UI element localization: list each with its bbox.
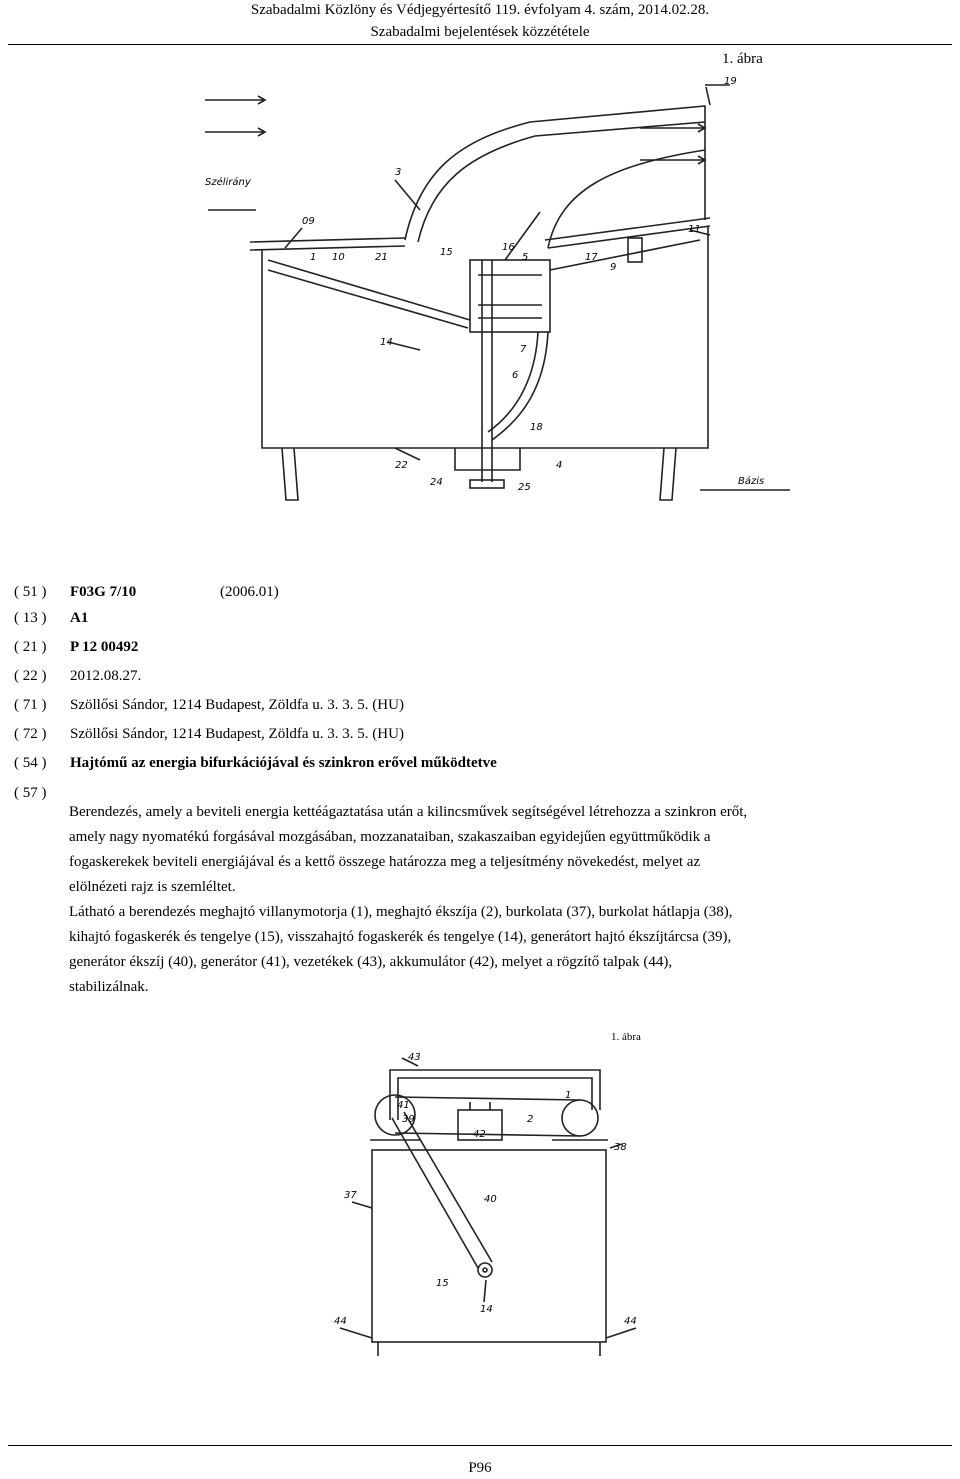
- abstract-line: stabilizálnak.: [69, 979, 149, 995]
- ipc-class: F03G 7/10: [70, 584, 137, 600]
- part-label-14: 14: [480, 1304, 493, 1315]
- part-label-09: 09: [302, 216, 315, 227]
- figure-2-caption: 1. ábra: [611, 1031, 641, 1043]
- inid-code: ( 51 ): [14, 584, 47, 600]
- figure-2-drawing: [0, 1040, 960, 1360]
- part-label-42: 42: [473, 1129, 486, 1140]
- part-label-3: 3: [395, 167, 402, 178]
- base-label: Bázis: [738, 476, 765, 487]
- part-label-40: 40: [484, 1194, 497, 1205]
- part-label-19: 19: [724, 76, 737, 87]
- abstract-text: [69, 800, 909, 1000]
- part-label-37: 37: [344, 1190, 357, 1201]
- part-label-2: 2: [527, 1114, 534, 1125]
- inid-code: ( 22 ): [14, 668, 47, 684]
- page-number: P96: [468, 1460, 492, 1476]
- abstract-line: kihajtó fogaskerék és tengelye (15), visszahajtó fogaskerék és tengelye (14), generátort hajtó ékszíjtárcsa (39),: [69, 929, 732, 945]
- ipc-version: (2006.01): [220, 584, 279, 600]
- part-label-44-left: 44: [334, 1316, 347, 1327]
- part-label-24: 24: [430, 477, 443, 488]
- inid-code: ( 54 ): [14, 755, 47, 771]
- part-label-22: 22: [395, 460, 408, 471]
- filing-date: 2012.08.27.: [70, 668, 142, 684]
- application-number: P 12 00492: [70, 639, 139, 655]
- part-label-15: 15: [440, 247, 453, 258]
- inventor: Szöllősi Sándor, 1214 Budapest, Zöldfa u. 3. 3. 5. (HU): [70, 726, 404, 742]
- applicant: Szöllősi Sándor, 1214 Budapest, Zöldfa u. 3. 3. 5. (HU): [70, 697, 404, 713]
- figure-1-caption: 1. ábra: [722, 51, 763, 67]
- inid-code: ( 57 ): [14, 785, 47, 801]
- abstract-line: fogaskerekek beviteli energiájával és a kettő összege határozza meg a teljesítmény növekedést, melyet az: [69, 854, 701, 870]
- part-label-15: 15: [436, 1278, 449, 1289]
- document-kind: A1: [70, 610, 89, 626]
- abstract-line: elölnézeti rajz is szemléltet.: [69, 879, 236, 895]
- part-label-1: 1: [310, 252, 317, 263]
- abstract-line: generátor ékszíj (40), generátor (41), vezetékek (43), akkumulátor (42), melyet a rögzítő talpak (44),: [69, 954, 673, 970]
- part-label-16: 16: [502, 242, 515, 253]
- inid-code: ( 13 ): [14, 610, 47, 626]
- footer-rule: [8, 1445, 952, 1446]
- part-label-21: 21: [375, 252, 388, 263]
- abstract-line: Berendezés, amely a beviteli energia kettéágaztatása után a kilincsművek segítségével létrehozza a szinkron erőt,: [69, 804, 748, 820]
- part-label-17: 17: [585, 252, 598, 263]
- part-label-25: 25: [518, 482, 531, 493]
- part-label-5: 5: [522, 252, 529, 263]
- figure-1-drawing: [0, 70, 960, 510]
- abstract-line: Látható a berendezés meghajtó villanymotorja (1), meghajtó ékszíja (2), burkolata (37), burkolat hátlapja (38),: [69, 904, 733, 920]
- part-label-11: 11: [688, 224, 701, 235]
- inid-code: ( 72 ): [14, 726, 47, 742]
- part-label-4: 4: [556, 460, 563, 471]
- abstract-line: amely nagy nyomatékú forgásával mozgásában, mozzanataiban, szakaszaiban egyidejűen együttműködik a: [69, 829, 711, 845]
- part-label-44-right: 44: [624, 1316, 637, 1327]
- inid-code: ( 21 ): [14, 639, 47, 655]
- part-label-1: 1: [565, 1090, 572, 1101]
- part-label-18: 18: [530, 422, 543, 433]
- part-label-14: 14: [380, 337, 393, 348]
- part-label-10: 10: [332, 252, 345, 263]
- part-label-38: 38: [614, 1142, 627, 1153]
- part-label-6: 6: [512, 370, 519, 381]
- section-title: Szabadalmi bejelentések közzététele: [370, 24, 590, 40]
- part-label-39: 39: [402, 1114, 415, 1125]
- header-rule: [8, 44, 952, 45]
- part-label-7: 7: [520, 344, 527, 355]
- wind-direction-label: Szélirány: [205, 177, 251, 188]
- inid-code: ( 71 ): [14, 697, 47, 713]
- part-label-43: 43: [408, 1052, 421, 1063]
- part-label-9: 9: [610, 262, 617, 273]
- journal-title: Szabadalmi Közlöny és Védjegyértesítő 119. évfolyam 4. szám, 2014.02.28.: [250, 2, 710, 18]
- invention-title: Hajtómű az energia bifurkációjával és szinkron erővel működtetve: [70, 755, 497, 771]
- part-label-41: 41: [397, 1100, 410, 1111]
